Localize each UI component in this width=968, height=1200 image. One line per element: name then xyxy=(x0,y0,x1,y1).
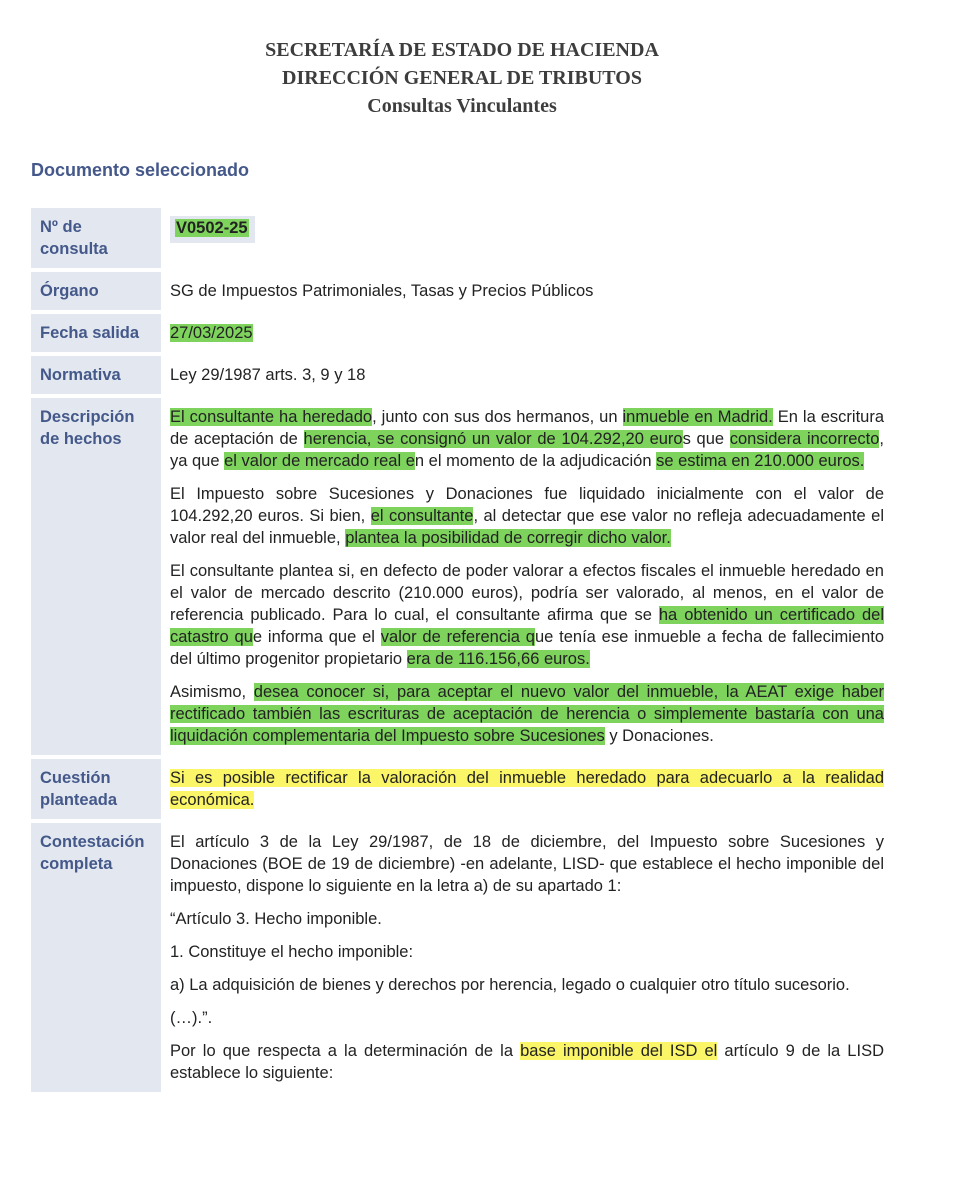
header-subtitle: Consultas Vinculantes xyxy=(367,95,557,117)
descripcion-paragraph-3 xyxy=(170,560,884,670)
highlight: el consultante xyxy=(370,507,474,525)
contestacion-paragraph-6 xyxy=(170,1040,884,1084)
label-consulta: Nº de consulta xyxy=(31,208,161,268)
contestacion-paragraph-5: (…).”. xyxy=(170,1009,213,1027)
highlight: desea conocer si, para aceptar el nuevo valor del inmueble, la AEAT exige haber rectificado también las escrituras de aceptación de herencia o simplemente bastaría con una liquidación complementaria del Impuesto sobre Sucesiones xyxy=(170,683,884,745)
value-normativa: Ley 29/1987 arts. 3, 9 y 18 xyxy=(161,356,888,394)
descripcion-paragraph-1 xyxy=(170,406,884,472)
highlight: base imponible del ISD el xyxy=(520,1042,718,1060)
label-contestacion: Contestación completa xyxy=(31,823,161,1092)
header-directorate: DIRECCIÓN GENERAL DE TRIBUTOS xyxy=(282,67,642,89)
row-contestacion xyxy=(31,823,888,1092)
text-run: e informa que el xyxy=(252,628,381,646)
text-run: , ya que xyxy=(170,430,884,470)
contestacion-paragraph-2: “Artículo 3. Hecho imponible. xyxy=(170,910,382,928)
text-run: y Donaciones. xyxy=(604,727,714,745)
value-descripcion xyxy=(161,398,888,755)
value-organo: SG de Impuestos Patrimoniales, Tasas y Precios Públicos xyxy=(161,272,888,310)
text-run: El consultante plantea si, en defecto de poder valorar a efectos fiscales el inmueble heredado en el valor de mercado descrito (210.000 euros), podría ser valorado, al menos, en el valor de referencia publicado. Para lo cual, el consultante afirma que se xyxy=(170,562,884,624)
value-cuestion xyxy=(161,759,888,819)
header-ministry: SECRETARÍA DE ESTADO DE HACIENDA xyxy=(265,39,659,61)
consulta-code-box xyxy=(170,216,255,243)
contestacion-paragraph-3: 1. Constituye el hecho imponible: xyxy=(170,943,414,961)
label-organo: Órgano xyxy=(31,272,161,310)
highlight: se estima en 210.000 euros. xyxy=(656,452,865,470)
row-fecha xyxy=(31,314,888,352)
highlight: valor de referencia q xyxy=(380,628,535,646)
highlight: herencia, se consignó un valor de 104.292,20 euro xyxy=(303,430,683,448)
text-run: En la escritura de aceptación de xyxy=(170,408,885,448)
highlight: plantea la posibilidad de corregir dicho valor. xyxy=(345,529,671,547)
fecha-value: 27/03/2025 xyxy=(170,324,253,342)
section-title: Documento seleccionado xyxy=(31,160,250,180)
highlight: el valor de mercado real e xyxy=(224,452,415,470)
contestacion-paragraph-4: a) La adquisición de bienes y derechos por herencia, legado o cualquier otro título sucesorio. xyxy=(170,976,850,994)
text-run: , al detectar que ese valor no refleja adecuadamente el valor real del inmueble, xyxy=(170,507,884,547)
text-run: n el momento de la adjudicación xyxy=(414,452,657,470)
text-run: artículo 9 de la LISD establece lo siguiente: xyxy=(170,1042,884,1082)
highlight: inmueble en Madrid. xyxy=(622,408,773,426)
label-fecha: Fecha salida xyxy=(31,314,161,352)
text-run: s que xyxy=(682,430,730,448)
cuestion-highlight: Si es posible rectificar la valoración del inmueble heredado para adecuarlo a la realidad económica. xyxy=(170,769,884,809)
highlight: considera incorrecto xyxy=(729,430,880,448)
value-consulta xyxy=(161,208,888,268)
contestacion-paragraph-1: El artículo 3 de la Ley 29/1987, de 18 de diciembre, del Impuesto sobre Sucesiones y Donaciones (BOE de 19 de diciembre) -en adelante, LISD- que establece el hecho imponible del impuesto, dispone lo siguiente en la letra a) de su apartado 1: xyxy=(170,833,884,895)
label-descripcion: Descripción de hechos xyxy=(31,398,161,755)
consulta-table xyxy=(31,204,888,1096)
descripcion-paragraph-4 xyxy=(170,681,884,747)
consulta-code: V0502-25 xyxy=(176,219,248,237)
row-descripcion xyxy=(31,398,888,755)
text-run: Asimismo, xyxy=(170,683,254,701)
text-run: ue tenía ese inmueble a fecha de fallecimiento del último progenitor propietario xyxy=(170,628,885,668)
row-organo xyxy=(31,272,888,310)
text-run: El Impuesto sobre Sucesiones y Donaciones fue liquidado inicialmente con el valor de 104.292,20 euros. Si bien, xyxy=(170,485,884,525)
value-contestacion xyxy=(161,823,888,1092)
label-normativa: Normativa xyxy=(31,356,161,394)
highlight: El consultante ha heredado xyxy=(170,408,373,426)
value-fecha xyxy=(161,314,888,352)
row-normativa xyxy=(31,356,888,394)
text-run: , junto con sus dos hermanos, un xyxy=(372,408,623,426)
highlight: ha obtenido un certificado del catastro qu xyxy=(170,606,884,646)
row-consulta xyxy=(31,208,888,268)
label-cuestion: Cuestión planteada xyxy=(31,759,161,819)
row-cuestion xyxy=(31,759,888,819)
highlight: era de 116.156,66 euros. xyxy=(406,650,590,668)
text-run: Por lo que respecta a la determinación de la xyxy=(170,1042,521,1060)
descripcion-paragraph-2 xyxy=(170,483,884,549)
